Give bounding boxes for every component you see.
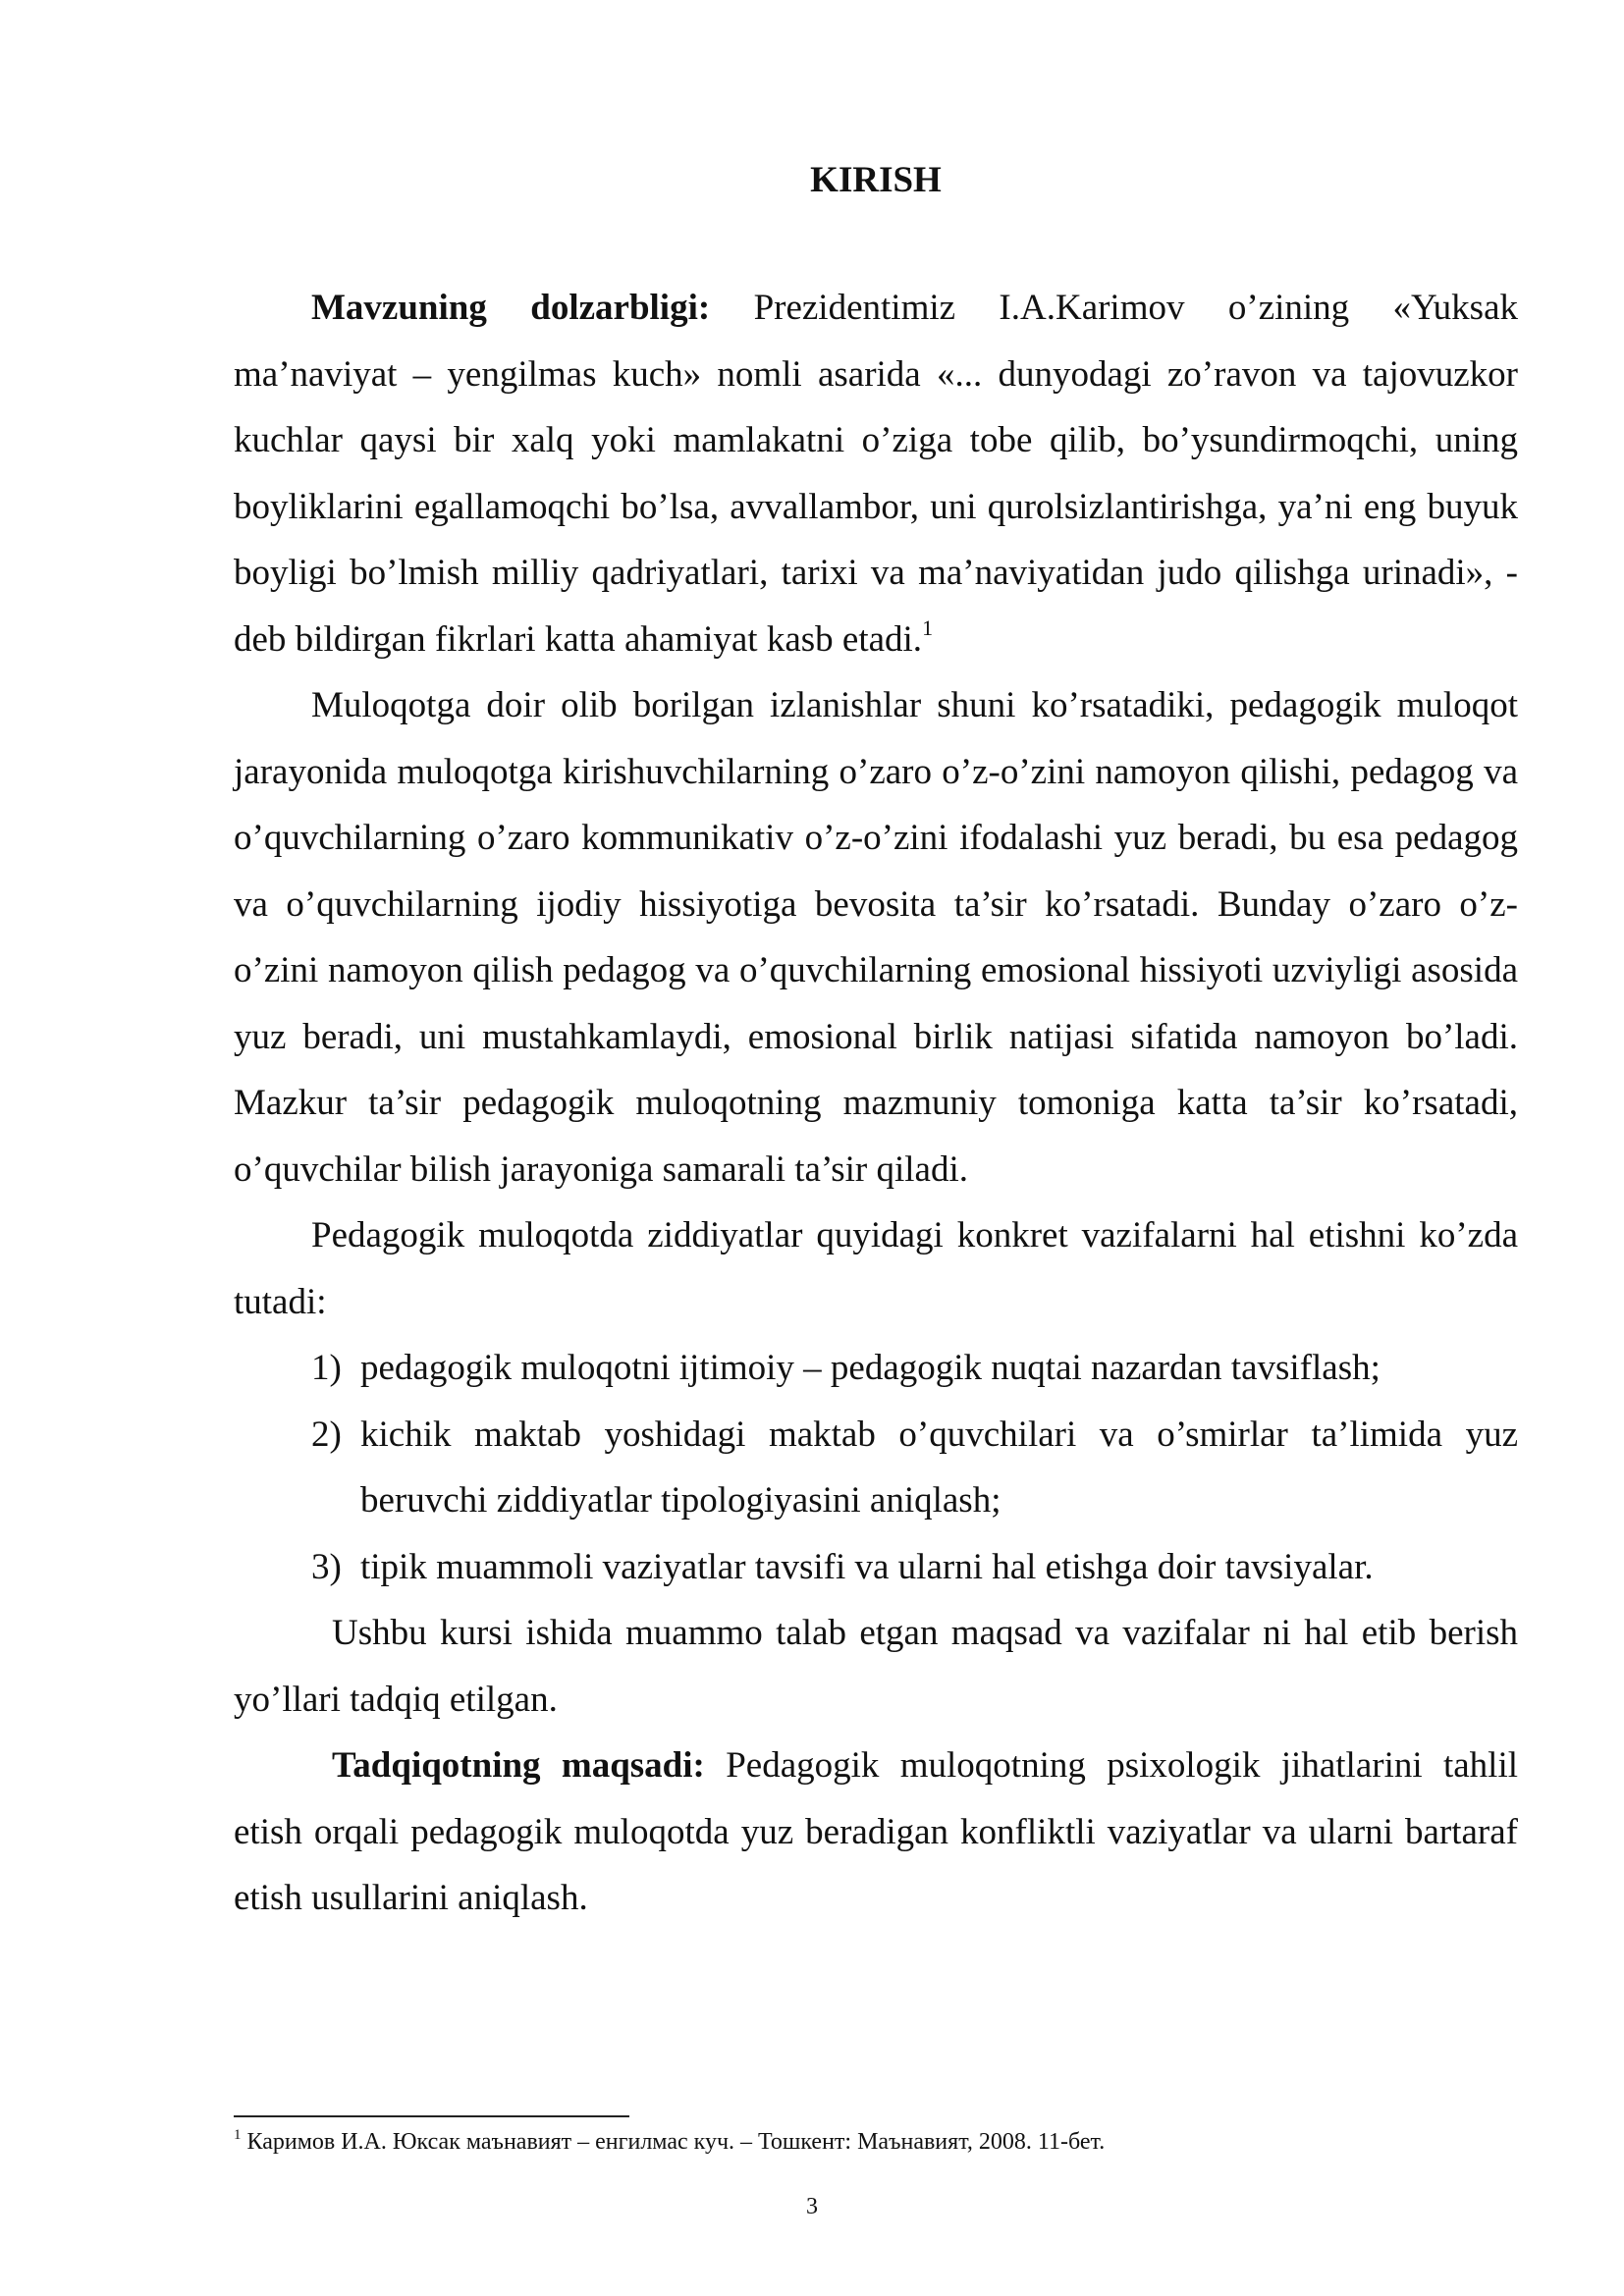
footnote: [234, 2126, 1105, 2158]
paragraph-course-work: Ushbu kursi ishida muammo talab etgan maqsad va vazifalar ni hal etib berish yo’llari tadqiq etilgan.: [234, 1613, 1518, 1720]
footnote-mark: 1: [234, 2127, 242, 2143]
list-item-number: 1): [311, 1348, 342, 1388]
list-item: [234, 1335, 1518, 1402]
paragraph-tasks-intro: Pedagogik muloqotda ziddiyatlar quyidagi konkret vazifalarni hal etishni ko’zda tutadi:: [234, 1215, 1518, 1322]
list-item-text: kichik maktab yoshidagi maktab o’quvchilari va o’smirlar ta’limida yuz beruvchi ziddiyatlar tipologiyasini aniqlash;: [360, 1414, 1518, 1521]
list-item: [234, 1402, 1518, 1534]
list-item-text: pedagogik muloqotni ijtimoiy – pedagogik nuqtai nazardan tavsiflash;: [360, 1348, 1380, 1388]
paragraph-research: Muloqotga doir olib borilgan izlanishlar shuni ko’rsatadiki, pedagogik muloqot jarayonida muloqotga kirishuvchilarning o’zaro o’z-o’zini namoyon qilishi, pedagog va o’quvchilarning o’zaro kommunikativ o’z-o’zini ifodalashi yuz beradi, bu esa pedagog va o’quvchilarning ijodiy hissiyotiga bevosita ta’sir ko’rsatadi. Bunday o’zaro o’z-o’zini namoyon qilish pedagog va o’quvchilarning emosional hissiyoti uzviyligi asosida yuz beradi, uni mustahkamlaydi, emosional birlik natijasi sifatida namoyon bo’ladi. Mazkur ta’sir pedagogik muloqotning mazmuniy tomoniga katta ta’sir ko’rsatadi, o’quvchilar bilish jarayoniga samarali ta’sir qiladi.: [234, 685, 1518, 1190]
task-list: [234, 1335, 1518, 1600]
list-item-number: 2): [311, 1414, 342, 1455]
page-title: KIRISH: [810, 160, 942, 200]
paragraph-relevance: [234, 275, 1518, 672]
page-body: [234, 147, 1518, 1932]
page-number: 3: [806, 2194, 818, 2219]
list-item-text: tipik muammoli vaziyatlar tavsifi va ularni hal etishga doir tavsiyalar.: [360, 1546, 1374, 1587]
list-item-number: 3): [311, 1546, 342, 1587]
paragraph-text-aim: Pedagogik muloqotning psixologik jihatlarini tahlil etish orqali pedagogik muloqotda yuz beradigan konfliktli vaziyatlar va ularni bartaraf etish usullarini aniqlash.: [234, 1745, 1519, 1918]
paragraph-lead-relevance: Mavzuning dolzarbligi:: [311, 288, 711, 328]
paragraph-text-relevance: Prezidentimiz I.A.Karimov o’zining «Yuksak ma’naviyat – yengilmas kuch» nomli asarida «... dunyodagi zo’ravon va tajovuzkor kuchlar qaysi bir xalq yoki mamlakatni o’ziga tobe qilib, bo’ysundirmoqchi, uning boyliklarini egallamoqchi bo’lsa, avvallambor, uni qurolsizlantirishga, ya’ni eng buyuk boyligi bo’lmish milliy qadriyatlari, tarixi va ma’naviyatidan judo qilishga urinadi», - deb bildirgan fikrlari katta ahamiyat kasb etadi.: [234, 288, 1518, 660]
footnote-separator: [234, 2115, 629, 2117]
footnote-reference[interactable]: 1: [922, 614, 934, 640]
list-item: [234, 1534, 1518, 1601]
footnote-text: Каримов И.А. Юксак маънавият – енгилмас куч. – Тошкент: Маънавият, 2008. 11-бет.: [241, 2129, 1106, 2155]
paragraph-lead-aim: Tadqiqotning maqsadi:: [332, 1745, 705, 1786]
paragraph-aim: [234, 1733, 1518, 1932]
